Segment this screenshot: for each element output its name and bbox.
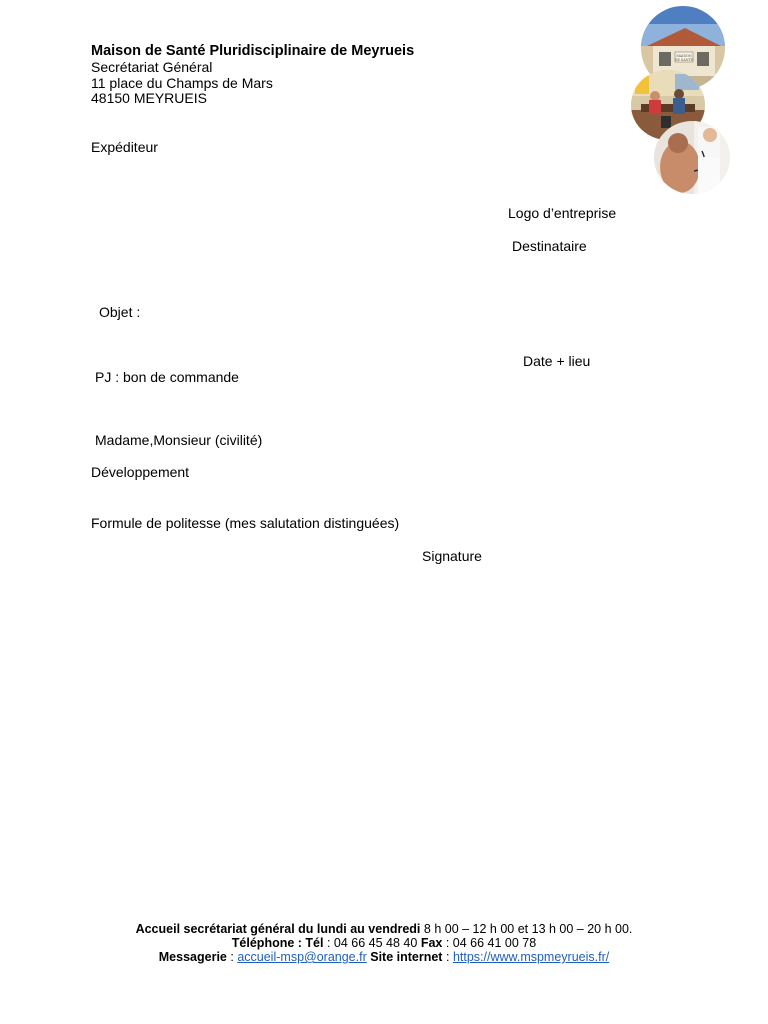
attachment-label: PJ : bon de commande bbox=[95, 369, 239, 385]
footer-phone-label: Téléphone : Tél bbox=[231, 936, 324, 950]
footer-hours-line bbox=[0, 922, 768, 936]
svg-text:DE SANTE: DE SANTE bbox=[674, 58, 694, 62]
footer-website-label: Site internet bbox=[370, 950, 443, 964]
organization-department: Secrétariat Général bbox=[91, 59, 213, 75]
signature-label: Signature bbox=[422, 548, 482, 564]
organization-street: 11 place du Champs de Mars bbox=[91, 75, 273, 91]
organization-name: Maison de Santé Pluridisciplinaire de Meyrueis bbox=[91, 43, 415, 59]
footer-phone-value: : 04 66 45 48 40 bbox=[326, 936, 418, 950]
footer-email-label: Messagerie bbox=[158, 950, 227, 964]
footer bbox=[0, 922, 768, 964]
svg-text:MAISON: MAISON bbox=[676, 54, 692, 58]
sender-label: Expéditeur bbox=[91, 139, 158, 155]
footer-online-line bbox=[0, 950, 768, 964]
footer-email-sep: : bbox=[230, 950, 234, 964]
recipient-label: Destinataire bbox=[512, 238, 587, 254]
consultation-photo bbox=[654, 121, 730, 194]
footer-fax-value: : 04 66 41 00 78 bbox=[445, 936, 537, 950]
organization-city: 48150 MEYRUEIS bbox=[91, 90, 207, 106]
object-label: Objet : bbox=[99, 304, 141, 320]
closing-formula-label: Formule de politesse (mes salutation distinguées) bbox=[91, 515, 400, 531]
website-link[interactable]: https://www.mspmeyrueis.fr/ bbox=[452, 950, 610, 964]
footer-website-sep: : bbox=[445, 950, 450, 964]
salutation-label: Madame,Monsieur (civilité) bbox=[95, 432, 263, 448]
footer-contact-line bbox=[0, 936, 768, 950]
company-logo-label: Logo d’entreprise bbox=[508, 205, 617, 221]
email-link[interactable]: accueil-msp@orange.fr bbox=[237, 950, 367, 964]
footer-fax-label: Fax bbox=[420, 936, 443, 950]
date-place-label: Date + lieu bbox=[523, 353, 591, 369]
footer-hours-value: 8 h 00 – 12 h 00 et 13 h 00 – 20 h 00. bbox=[423, 922, 633, 936]
body-label: Développement bbox=[91, 464, 190, 480]
footer-hours-label: Accueil secrétariat général du lundi au vendredi bbox=[135, 922, 421, 936]
